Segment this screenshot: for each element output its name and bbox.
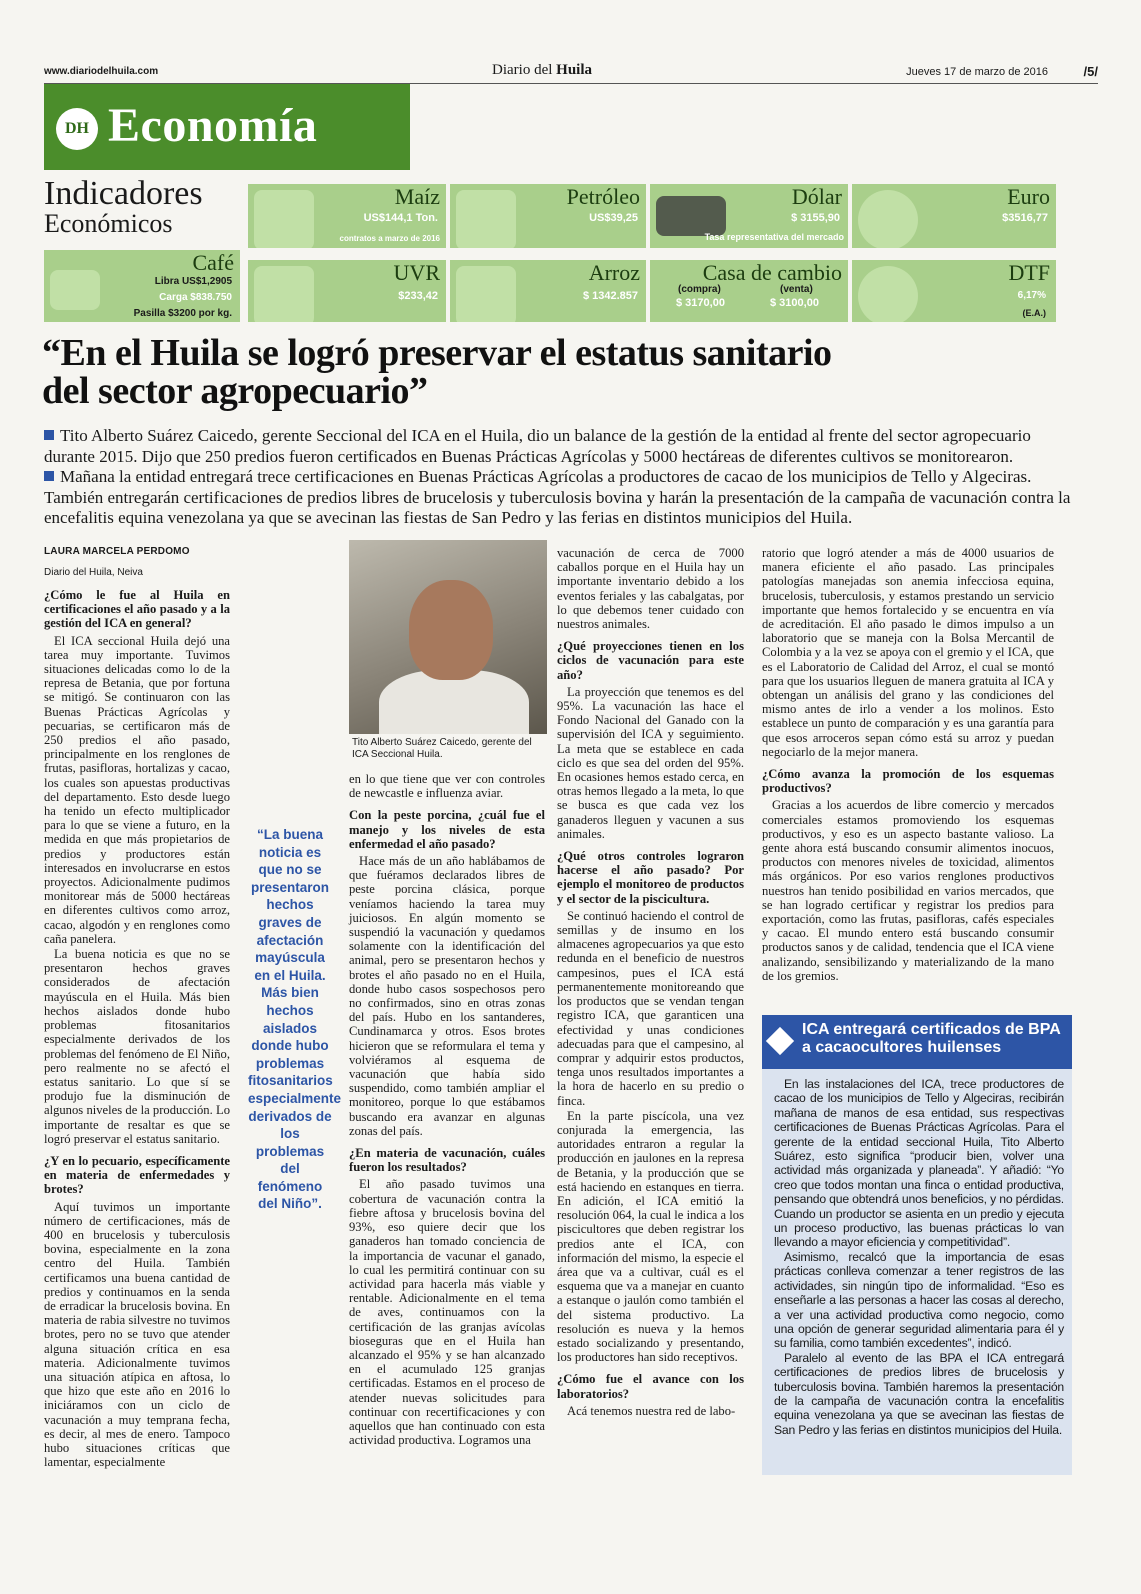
website-url[interactable]: www.diariodelhuila.com [44, 66, 159, 77]
question: ¿Cómo le fue al Huila en certificaciones el año pasado y a la gestión del ICA en general? [44, 588, 230, 631]
corn-icon [254, 190, 314, 248]
answer-paragraph: Acá tenemos nuestra red de labo- [567, 1403, 736, 1418]
article-headline: “En el Huila se logró preservar el estatus sanitario del sector agropecuario” [42, 332, 832, 412]
banknote-icon [656, 196, 726, 236]
article-column-1 [44, 546, 230, 1470]
sidebar-box-title: ICA entregará certificados de BPA a cacaocultores huilenses [762, 1015, 1072, 1069]
byline-place: Diario del Huila, Neiva [44, 567, 143, 578]
house-icon [254, 266, 314, 322]
indicator-arroz: Arroz $ 1342.857 [450, 260, 646, 322]
indicator-casa-de-cambio: Casa de cambio (compra) $ 3170,00 (venta) $ 3100,00 [650, 260, 848, 322]
question: ¿Qué proyecciones tienen en los ciclos de vacunación para este año? [557, 639, 744, 682]
answer-paragraph: La buena noticia es que no se presentaron hechos graves considerados de afectación mayúscula en el Huila. Más bien hechos aislados donde hubo problemas fitosanitarios especialmente derivados de los problemas del fenómeno de El Niño, pero realmente no se afectó el estatus sanitario. Lo que sí se produjo fue la disminución de algunos niveles de la producción. Lo importante de resaltar es que se logró preservar el estatus sanitario. [44, 947, 230, 1146]
photo-caption: Tito Alberto Suárez Caicedo, gerente del ICA Seccional Huila. [352, 737, 532, 760]
lead-paragraph-1: Tito Alberto Suárez Caicedo, gerente Seccional del ICA en el Huila, dio un balance de la gestión de la entidad al frente del sector agropecuario durante 2015. Dijo que 250 predios fueron certificados en Buenas Prácticas Agrícolas y 5000 hectáreas de diferentes cultivos se monitorearon. [44, 426, 1031, 466]
question: ¿En materia de vacunación, cuáles fueron los resultados? [349, 1146, 545, 1175]
pull-quote: “La buena noticia es que no se presentaron hechos graves de afectación mayúscula en el Huila. Más bien hechos aislados donde hubo problemas fitosanitarios especialmente derivados de los problemas del fenómeno del Niño”. [248, 827, 342, 1212]
dh-logo: DH [56, 108, 98, 150]
answer-paragraph: Aquí tuvimos un importante número de certificaciones, más de 400 en brucelosis y tuberculosis bovina, especialmente en la zona centro del Huila. También certificamos una buena cantidad de predios y continuamos en la senda de erradicar la brucelosis bovina. En materia de rabia silvestre no tuvimos brotes, pero no se tuvo que atender alguna situación crítica en esa materia. Adicionalmente tuvimos una situación atípica en aftosa, lo que hizo que este año en 2016 lo iniciáramos con un ciclo de vacunación a muy temprana fecha, es decir, al mes de enero. Tampoco hubo situaciones críticas que lamentar, especialmente [44, 1199, 230, 1470]
question: ¿Qué otros controles lograron hacerse el año pasado? Por ejemplo el monitoreo de productos y el sector de la piscicultura. [557, 849, 744, 906]
sidebar-box [762, 1015, 1072, 1475]
answer-paragraph: El ICA seccional Huila dejó una tarea muy importante. Tuvimos situaciones delicadas como lo de la represa de Betania, que por fortuna se mitigó. Se continuaron con las Buenas Prácticas Agrícolas y pecuarias, se certificaron más de 250 predios el año pasado, principalmente en los renglones de frutas, pasifloras, hortalizas y cacao, los cuales son apuestas productivas del departamento. Esto desde luego ha tenido un efecto multiplicador para lo que se viene a futuro, en la medida en que más propietarios de predios y productores están interesados en involucrarse en estos proyectos. Adicionalmente pudimos monitorear más de 5000 hectáreas en diferentes cultivos como arroz, cacao, algodón y en renglones como caña panelera. [44, 633, 230, 946]
portrait-photo [349, 540, 547, 734]
sidebar-paragraph: Paralelo al evento de las BPA el ICA entregará certificaciones de predios libres de brucelosis y tuberculosis bovina. También haremos la presentación de la campaña de vacunación contra la encefalitis equina venezolana ya que se avecinan las fiestas de San Pedro y las ferias en distintos municipios del Huila. [774, 1350, 1064, 1437]
bullet-square-icon [44, 430, 54, 440]
question: ¿Y en lo pecuario, específicamente en materia de enfermedades y brotes? [44, 1153, 230, 1197]
article-column-4 [762, 546, 1054, 984]
answer-paragraph: en lo que tiene que ver con controles de newcastle e influenza aviar. [349, 772, 545, 801]
indicator-euro: Euro $3516,77 [852, 184, 1056, 248]
answer-paragraph: Se continuó haciendo el control de semillas y de insumo en los almacenes agropecuarios ya que esto redunda en el beneficio de nuestros campesinos, pues el ICA está permanentemente monitoreando que los productos que se vendan tengan registro ICA, que garanticen una efectividad y unas condiciones adecuadas para que el campesino, al comprar y adquirir estos productos, tenga unos resultados importantes a la hora de hacerlo en su predio o finca. [557, 908, 744, 1108]
byline-author: LAURA MARCELA PERDOMO [44, 546, 190, 557]
sidebar-box-body [774, 1077, 1064, 1437]
indicator-dolar: Dólar $ 3155,90 Tasa representativa del mercado [650, 184, 848, 248]
section-banner [44, 84, 410, 170]
article-column-3 [557, 546, 744, 1419]
question: ¿Cómo fue el avance con los laboratorios? [557, 1372, 744, 1401]
newspaper-name: Diario del Huila [492, 62, 593, 78]
rice-plant-icon [456, 266, 516, 322]
oil-pump-icon [456, 190, 516, 248]
indicator-dtf: DTF 6,17% (E.A.) [852, 260, 1056, 322]
question: Con la peste porcina, ¿cuál fue el manejo y los niveles de esta enfermedad el año pasado? [349, 808, 545, 851]
answer-paragraph: Hace más de un año hablábamos de que fuéramos declarados libres de peste porcina clásica, porque veníamos haciendo la tarea muy juiciosos. En algún momento se suspendió la vacunación y quedamos solamente con la identificación del animal, pero se presentaron hechos y brotes el año pasado no en el Huila, donde hubo casos sospechosos pero no confirmados, sino en otras zonas del país. Hubo en los santanderes, Cundinamarca y otros. Esos brotes hicieron que se reformulara el tema y volviéramos al esquema de vacunación que había sido suspendido, como también ampliar el monitoreo, porque lo que estábamos buscando era avanzar en algunas zonas del país. [349, 854, 545, 1138]
section-title: Economía [108, 99, 318, 152]
indicator-uvr: UVR $233,42 [248, 260, 446, 322]
article-column-2 [349, 772, 545, 1448]
indicators-title: Indicadores Económicos [44, 175, 203, 238]
answer-paragraph: vacunación de cerca de 7000 caballos porque en el Huila hay un importante inventario debido a los eventos feriales y las cabalgatas, por lo que debemos tener cuidado con nuestros animales. [557, 546, 744, 632]
issue-date: Jueves 17 de marzo de 2016 [906, 66, 1048, 78]
diamond-icon [766, 1027, 794, 1055]
dollar-sign-icon [858, 266, 918, 322]
indicator-maiz: Maíz US$144,1 Ton. contratos a marzo de 2016 [248, 184, 446, 248]
lead-paragraph-2: Mañana la entidad entregará trece certificaciones en Buenas Prácticas Agrícolas a productores de cacao de los municipios de Tello y Algeciras. También entregarán certificaciones de predios libres de brucelosis y tuberculosis bovina y harán la presentación de la campaña de vacunación contra la encefalitis equina venezolana ya que se avecinan las fiestas de San Pedro y las ferias en distintos municipios del Huila. [44, 467, 1071, 527]
masthead [44, 62, 1098, 84]
question: ¿Cómo avanza la promoción de los esquemas productivos? [762, 767, 1054, 796]
answer-paragraph: Gracias a los acuerdos de libre comercio y mercados comerciales estamos promoviendo los esquemas productivos, y eso es un aspecto bastante valioso. La gente ahora está buscando consumir alimentos inocuos, productos con menores niveles de toxicidad, alimentos más orgánicos. Por eso varios renglones productivos nuestros han tenido posibilidad en varios mercados, que se han logrado certificar y registrar los predios para exportación, como las frutas, pasifloras, cafés especiales y cacao. El mundo entero está buscando consumir productos sanos y de calidad, tendencia que el ICA viene analizando, sensibilizando y materializando de la mano de los gremios. [762, 798, 1054, 983]
indicator-cafe: Café Libra US$1,2905 Carga $838.750 Pasilla $3200 por kg. [44, 250, 240, 322]
coffee-cup-icon [50, 270, 100, 310]
page-number: /5/ [1083, 64, 1098, 79]
bullet-square-icon [44, 471, 54, 481]
answer-paragraph: ratorio que logró atender a más de 4000 usuarios de manera eficiente el año pasado. Las principales patologías manejadas son anemia infecciosa equina, brucelosis, tuberculosis, y estamos prestando un servicio importante que hemos fortalecido y se encuentra en vía de acreditación. El año pasado le dimos impulso a un laboratorio que se maneja con la Bolsa Mercantil de Colombia y a la vez se apoya con el gremio y el ICA, que es el Laboratorio de Calidad del Arroz, el cual se montó para que los usuarios lleguen de manera gratuita al ICA y obtengan un análisis del grano y las condiciones del mismo antes de irlo a vender a los molinos. Esto establece un punto de comparación y es una garantía para que esos arroceros sepan cómo está su arroz y puedan negociarlo de la mejor manera. [762, 546, 1054, 759]
sidebar-paragraph: Asimismo, recalcó que la importancia de esas prácticas conlleva comenzar a tener registros de las actividades, sin ningún tipo de informalidad. “Eso es enseñarle a las personas a hacer las cosas al derecho, a ver una actividad productiva como negocio, como una opción de generar seguridad alimentaria para él y su familia, como también excedentes”, indicó. [774, 1249, 1064, 1351]
answer-paragraph: En la parte piscícola, una vez conjurada la emergencia, las autoridades entraron a regular la producción en jaulones en la represa de Betania, y la producción que se está haciendo en estanques en tierra. En adición, el ICA emitió la resolución 064, la cual le indica a los piscicultores que deben registrar los predios ante el ICA, con información del mismo, la especie el área que va a cultivar, cuál es el esquema que va a manejar en cuanto a estanque o jaulón como también el del sistema productivo. La resolución es nueva y la hemos estado socializando y presentando, los productores han sido receptivos. [557, 1108, 744, 1365]
euro-icon [858, 190, 918, 248]
answer-paragraph: La proyección que tenemos es del 95%. La vacunación las hace el Fondo Nacional del Ganado con la supervisión del ICA y seguimiento. La meta que se establece en cada ciclo es que sea del orden del 95%. En ocasiones hemos estado cerca, en otras hemos llegado a la meta, lo que se busca es que cada vez los ganaderos lleguen y vacunen a sus animales. [557, 684, 744, 841]
answer-paragraph: El año pasado tuvimos una cobertura de vacunación contra la fiebre aftosa y brucelosis bovina del 93%, eso quiere decir que los ganaderos han tomado conciencia de la importancia de vacunar el ganado, lo cual les permitirá continuar con su actividad para hacerla más viable y rentable. Adicionalmente en el tema de aves, continuamos con la certificación de las granjas avícolas bioseguras que en el Huila han alcanzado el 95% y se han alcanzado en el acumulado 125 granjas certificadas. Estamos en el proceso de atender nuevas solicitudes para continuar con recertificaciones y con aquellos que han continuado con esta actividad productiva. Logramos una [349, 1177, 545, 1448]
sidebar-paragraph: En las instalaciones del ICA, trece productores de cacao de los municipios de Tello y Algeciras, recibirán mañana de manos de esa entidad, sus respectivas certificaciones de Buenas Prácticas Agrícolas. Para el gerente de la entidad seccional Huila, Tito Alberto Suárez, esto significa “producir bien, volver una actividad más organizada y planeada”. Y añadió: “Yo creo que todos montan una finca o entidad productiva, pensando que obtendrá unos beneficios, y no pérdidas. Cuando un productor se asienta en un predio y ejecuta un proceso productivo, las buenas prácticas lo van llevando a mayor eficiencia y competitividad”. [774, 1077, 1064, 1250]
indicator-petroleo: Petróleo US$39,25 [450, 184, 646, 248]
article-lead [44, 426, 1074, 529]
